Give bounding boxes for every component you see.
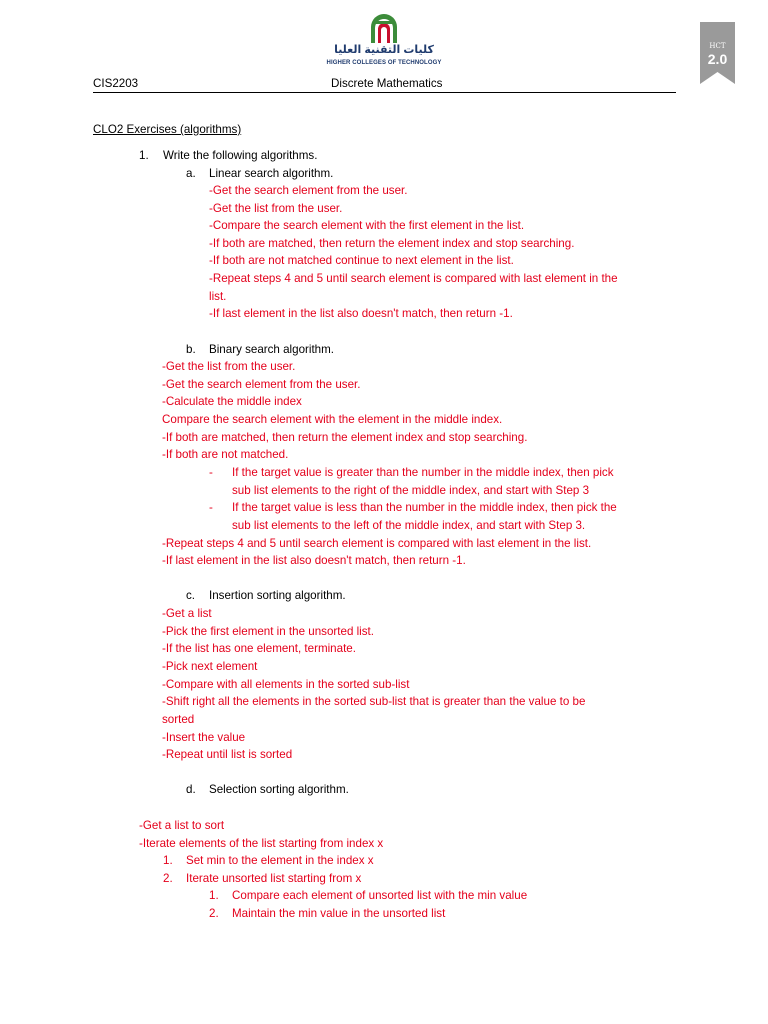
list-item: -Compare with all elements in the sorted sub-list (162, 678, 410, 691)
step-number: 1. (163, 854, 173, 867)
list-item: -Get the list from the user. (209, 202, 343, 215)
header-divider (93, 92, 676, 93)
item-a-title: Linear search algorithm. (209, 167, 334, 180)
list-item: -Get the list from the user. (162, 360, 296, 373)
course-code: CIS2203 (93, 77, 139, 90)
list-item: Set min to the element in the index x (186, 854, 374, 867)
q1-number: 1. (139, 149, 149, 162)
item-c-title: Insertion sorting algorithm. (209, 589, 346, 602)
bullet-dash: - (209, 466, 213, 479)
list-item: Maintain the min value in the unsorted list (232, 907, 446, 920)
list-item: -Shift right all the elements in the sorted sub-list that is greater than the value to be (162, 695, 586, 708)
item-b-letter: b. (186, 343, 196, 356)
list-item: -Repeat steps 4 and 5 until search element is compared with last element in the (209, 272, 618, 285)
item-c-letter: c. (186, 589, 196, 602)
list-item: -If both are matched, then return the element index and stop searching. (209, 237, 575, 250)
list-item: -If both are not matched. (162, 448, 289, 461)
item-a-letter: a. (186, 167, 196, 180)
list-item: -Get the search element from the user. (209, 184, 408, 197)
list-item: -Repeat until list is sorted (162, 748, 293, 761)
list-item: list. (209, 290, 227, 303)
list-item: -Compare the search element with the first element in the list. (209, 219, 525, 232)
item-b-title: Binary search algorithm. (209, 343, 335, 356)
hct-2-0-badge (700, 22, 735, 84)
list-item: If the target value is less than the number in the middle index, then pick the (232, 501, 617, 514)
step-number: 2. (163, 872, 173, 885)
list-item: -If the list has one element, terminate. (162, 642, 356, 655)
list-item: -Pick next element (162, 660, 258, 673)
list-item: -Get a list to sort (139, 819, 225, 832)
list-item: -Insert the value (162, 731, 246, 744)
list-item: -Get a list (162, 607, 212, 620)
substep-number: 1. (209, 889, 219, 902)
section-title: CLO2 Exercises (algorithms) (93, 123, 242, 136)
substep-number: 2. (209, 907, 219, 920)
list-item: sub list elements to the right of the middle index, and start with Step 3 (232, 484, 590, 497)
logo-english-text: HIGHER COLLEGES OF TECHNOLOGY (326, 60, 442, 66)
list-item: Iterate unsorted list starting from x (186, 872, 362, 885)
list-item: If the target value is greater than the number in the middle index, then pick (232, 466, 614, 479)
list-item: Compare the search element with the element in the middle index. (162, 413, 503, 426)
list-item: sorted (162, 713, 195, 726)
course-title: Discrete Mathematics (331, 77, 443, 90)
list-item: -If last element in the list also doesn't match, then return -1. (162, 554, 466, 567)
logo-arabic-text: كليات التقنية العليا (334, 44, 434, 56)
list-item: -If both are not matched continue to next element in the list. (209, 254, 514, 267)
list-item: -If last element in the list also doesn't match, then return -1. (209, 307, 513, 320)
badge-label: HCT (709, 42, 726, 50)
q1-text: Write the following algorithms. (163, 149, 318, 162)
list-item: -Repeat steps 4 and 5 until search element is compared with last element in the list. (162, 537, 592, 550)
bullet-dash: - (209, 501, 213, 514)
list-item: -Calculate the middle index (162, 395, 302, 408)
item-d-title: Selection sorting algorithm. (209, 783, 349, 796)
badge-number: 2.0 (707, 51, 728, 67)
list-item: -Pick the first element in the unsorted list. (162, 625, 374, 638)
hct-arch-logo-icon (368, 12, 400, 44)
list-item: -Iterate elements of the list starting from index x (139, 837, 384, 850)
item-d-letter: d. (186, 783, 196, 796)
list-item: Compare each element of unsorted list with the min value (232, 889, 528, 902)
hct-logo (318, 12, 450, 70)
list-item: -Get the search element from the user. (162, 378, 361, 391)
list-item: sub list elements to the left of the middle index, and start with Step 3. (232, 519, 586, 532)
list-item: -If both are matched, then return the element index and stop searching. (162, 431, 528, 444)
